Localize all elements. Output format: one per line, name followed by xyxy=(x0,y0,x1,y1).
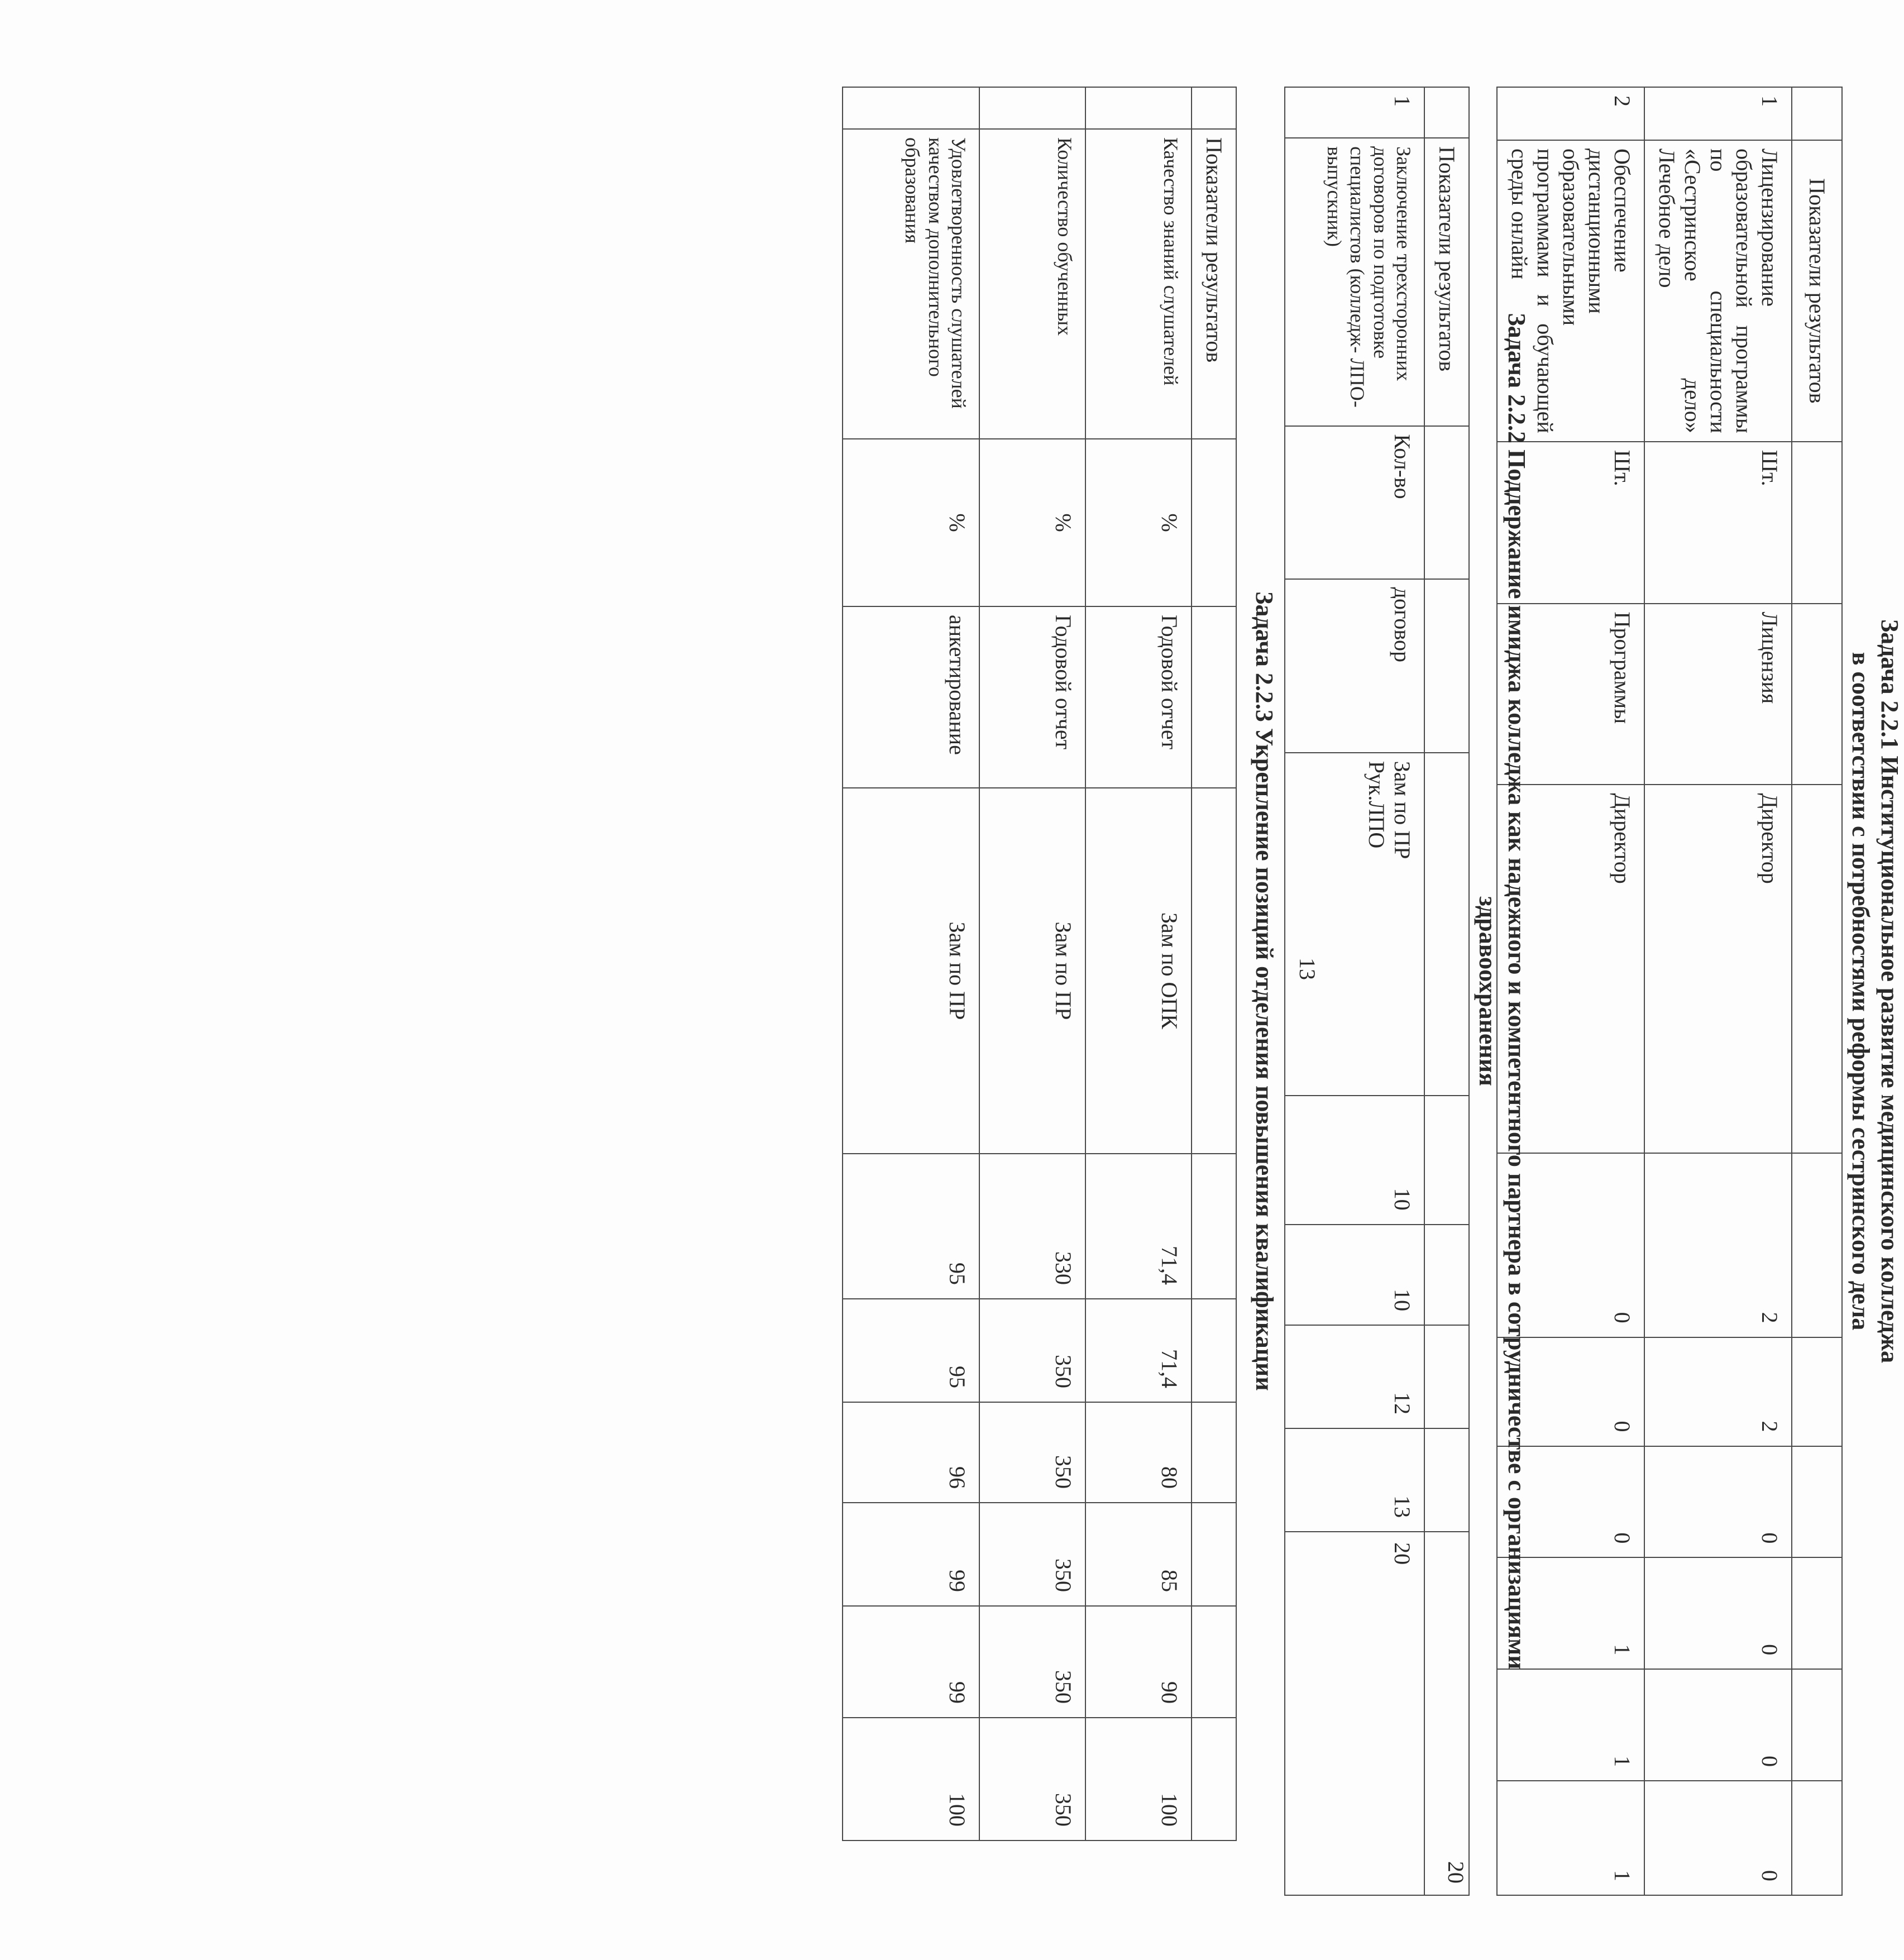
task-3-title: Задача 2.2.3 Укрепление позиций отделения повышения квалификации xyxy=(1251,591,1278,1391)
table-row: 1 Заключение трехсторонних договоров по подготовке специалистов (колледж- ЛПО- выпускник) Кол-во договор Зам по ПР Рук.ЛПО 10 10 12 13 20 20 xyxy=(1285,87,1424,1895)
table-row: Удовлетворенность слушателей качеством дополнительного образования % анкетирование Зам по ПР 95 95 96 99 99 100 xyxy=(843,87,979,1841)
task-3-table xyxy=(842,87,1237,1841)
task-1-table xyxy=(1496,87,1843,1896)
task-2-title: Задача 2.2.2 Поддержание имиджа колледжа как надежного и компетентного партнера в сотрудничестве с организациями здравоохранения xyxy=(1474,313,1530,1670)
header-indicators: Показатели результатов xyxy=(1424,138,1469,426)
table-row: 2 Обеспечение дистанционными образовательными программами и обучающей среды онлайн Шт. Программы Директор 0 0 0 1 1 1 xyxy=(1497,87,1644,1895)
task-1-title: Задача 2.2.1 Институциональное развитие медицинского колледжа в соответствии с потребностями реформы сестринского дела xyxy=(1847,619,1903,1364)
table-row: Количество обученных % Годовой отчет Зам по ПР 330 350 350 350 350 350 xyxy=(979,87,1085,1841)
task-2-table xyxy=(1284,87,1470,1896)
header-indicators: Показатели результатов xyxy=(1792,140,1842,442)
table-header-row xyxy=(1792,87,1842,1895)
rotated-page xyxy=(687,87,1904,1896)
header-indicators: Показатели результатов xyxy=(1192,129,1236,439)
table-row: 1 Лицензирование образовательной программы по специальности «Сестринское дело» Лечебное дело Шт. Лицензия Директор 2 2 0 0 0 0 xyxy=(1644,87,1792,1895)
table-header-row xyxy=(1424,87,1469,1895)
page-number: 13 xyxy=(1295,958,1320,980)
table-header-row xyxy=(1192,87,1236,1841)
table-row: Качество знаний слушателей % Годовой отчет Зам по ОПК 71,4 71,4 80 85 90 100 xyxy=(1085,87,1192,1841)
